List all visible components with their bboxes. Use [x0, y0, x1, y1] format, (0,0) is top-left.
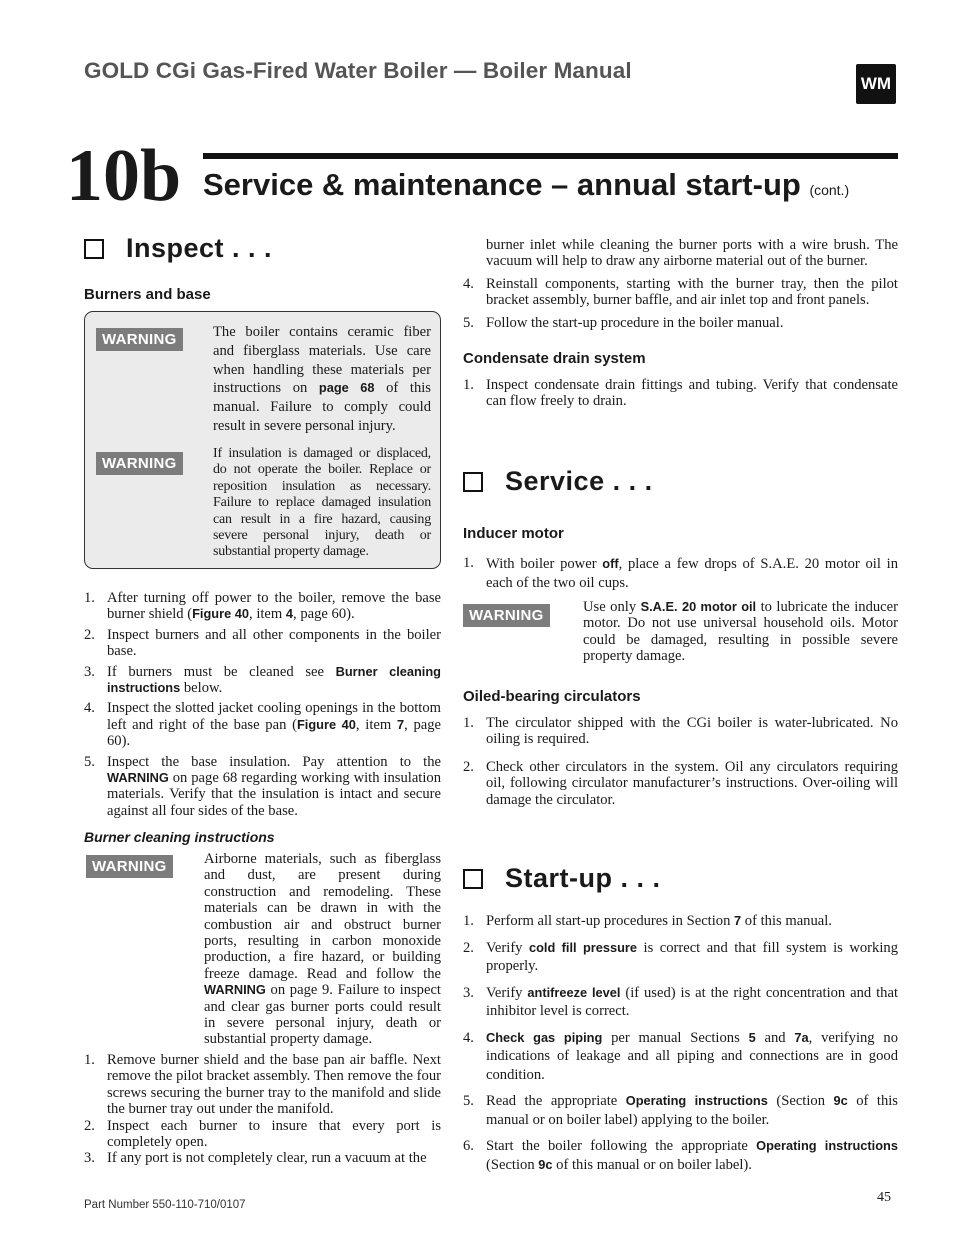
- inspect-steps-list: [84, 590, 441, 819]
- section-title: [203, 167, 849, 203]
- list-item: 1. Perform all start-up procedures in Section 7 of this manual.: [463, 913, 832, 929]
- inspect-heading: [84, 233, 272, 264]
- section-number: 10b: [66, 135, 182, 217]
- warning-text-insulation: If insulation is damaged or displaced, do not operate the boiler. Replace or reposition insulation as necessary. Failure to replace damaged insulation can result in a fire hazard, causing severe personal injury, death or substantial property damage.: [213, 446, 431, 560]
- condensate-steps-list: [463, 377, 898, 410]
- service-heading: [463, 466, 653, 497]
- startup-steps-list: [463, 912, 898, 1174]
- startup-heading-text: Start-up . . .: [505, 863, 661, 893]
- checkbox-icon: [84, 239, 104, 259]
- checkbox-icon: [463, 869, 483, 889]
- list-item: 1. With boiler power off, place a few drops of S.A.E. 20 motor oil in each of the two oil cups.: [463, 555, 898, 591]
- list-item: 3. If burners must be cleaned see Burner cleaning instructions below.: [84, 663, 441, 697]
- list-item: 5. Read the appropriate Operating instructions (Section 9c of this manual or on boiler label) applying to the boiler.: [463, 1093, 898, 1128]
- list-item: 5. Inspect the base insulation. Pay attention to the WARNING on page 68 regarding working with insulation materials. Verify that the insulation is intact and secure against all four sides of the base.: [84, 753, 441, 819]
- inducer-steps-list: [463, 554, 898, 593]
- checkbox-icon: [463, 472, 483, 492]
- continued-text: burner inlet while cleaning the burner ports with a wire brush. The vacuum will help to draw any airborne material out of the burner.: [486, 237, 898, 270]
- warning-badge: WARNING: [86, 855, 173, 878]
- list-item: 1. After turning off power to the boiler, remove the base burner shield (Figure 40, item 4, page 60).: [84, 590, 441, 623]
- inspect-heading-text: Inspect . . .: [126, 233, 273, 263]
- list-item: 4. Reinstall components, starting with the burner tray, then the pilot bracket assembly, burner baffle, and air inlet top and front panels.: [463, 276, 898, 309]
- burners-base-heading: Burners and base: [84, 286, 211, 303]
- service-heading-text: Service . . .: [505, 466, 653, 496]
- warning-badge: WARNING: [463, 604, 550, 627]
- list-item: 5. Follow the start-up procedure in the boiler manual.: [463, 314, 784, 331]
- list-item: 3. If any port is not completely clear, run a vacuum at the: [84, 1150, 427, 1167]
- section-title-cont: (cont.): [809, 182, 850, 198]
- section-divider-rule: [203, 153, 898, 159]
- list-item: 2. Verify cold fill pressure is correct and that fill system is working properly.: [463, 939, 898, 974]
- warning-text-airborne-materials: Airborne materials, such as fiberglass and dust, are present during construction and remodeling. These materials can be drawn in with the combustion air and obstruct burner ports, resulting in carbon monoxide production, a fire hazard, or building freeze damage. Read and follow the WARNING on page 9. Failure to inspect and clear gas burner ports could result in severe personal injury, death or substantial property damage.: [204, 851, 441, 1048]
- warning-text-ceramic-fiber: The boiler contains ceramic fiber and fiberglass materials. Use care when handling these materials per instructions on page 68 of this manual. Failure to comply could result in severe personal injury.: [213, 324, 431, 434]
- cleaning-steps-list: [84, 1052, 441, 1167]
- startup-heading: [463, 863, 661, 894]
- list-item: 6. Start the boiler following the appropriate Operating instructions (Section 9c of this manual or on boiler label).: [463, 1138, 898, 1173]
- warning-badge: WARNING: [96, 452, 183, 475]
- list-item: 4. Check gas piping per manual Sections 5 and 7a, verifying no indications of leakage and all piping and connections are in good condition.: [463, 1029, 898, 1083]
- reinstall-steps-list: [463, 276, 898, 331]
- warning-text-motor-oil: Use only S.A.E. 20 motor oil to lubricate the inducer motor. Do not use universal household oils. Motor could be damaged, resulting in possible severe property damage.: [583, 599, 898, 665]
- list-item: 1. Inspect condensate drain fittings and tubing. Verify that condensate can flow freely to drain.: [463, 377, 898, 410]
- circulators-heading: Oiled-bearing circulators: [463, 688, 641, 705]
- circulator-steps-list: [463, 715, 898, 808]
- list-item: 4. Inspect the slotted jacket cooling openings in the bottom left and right of the base pan (Figure 40, item 7, page 60).: [84, 700, 441, 750]
- list-item: 2. Inspect each burner to insure that every port is completely open.: [84, 1117, 441, 1151]
- part-number: Part Number 550-110-710/0107: [84, 1199, 246, 1211]
- weil-mclain-logo: WM: [856, 64, 896, 104]
- warning-badge: WARNING: [96, 328, 183, 351]
- list-item: 2. Check other circulators in the system. Oil any circulators requiring oil, following circulator manufacturer’s instructions. Over-oiling will damage the circulator.: [463, 758, 898, 808]
- section-title-text: Service & maintenance – annual start-up: [203, 167, 801, 202]
- document-title: GOLD CGi Gas-Fired Water Boiler — Boiler Manual: [84, 58, 632, 83]
- list-item: 1. Remove burner shield and the base pan air baffle. Next remove the pilot bracket assembly. Then remove the four screws securing the burner tray to the manifold and slide the burner tray out under the manifold.: [84, 1052, 441, 1118]
- list-item: 2. Inspect burners and all other components in the boiler base.: [84, 626, 441, 660]
- list-item: 1. The circulator shipped with the CGi boiler is water-lubricated. No oiling is required.: [463, 715, 898, 748]
- list-item: 3. Verify antifreeze level (if used) is at the right concentration and that inhibitor level is correct.: [463, 984, 898, 1019]
- inducer-motor-heading: Inducer motor: [463, 525, 564, 542]
- burner-cleaning-heading: Burner cleaning instructions: [84, 829, 275, 845]
- condensate-heading: Condensate drain system: [463, 350, 646, 367]
- page-number: 45: [877, 1190, 891, 1205]
